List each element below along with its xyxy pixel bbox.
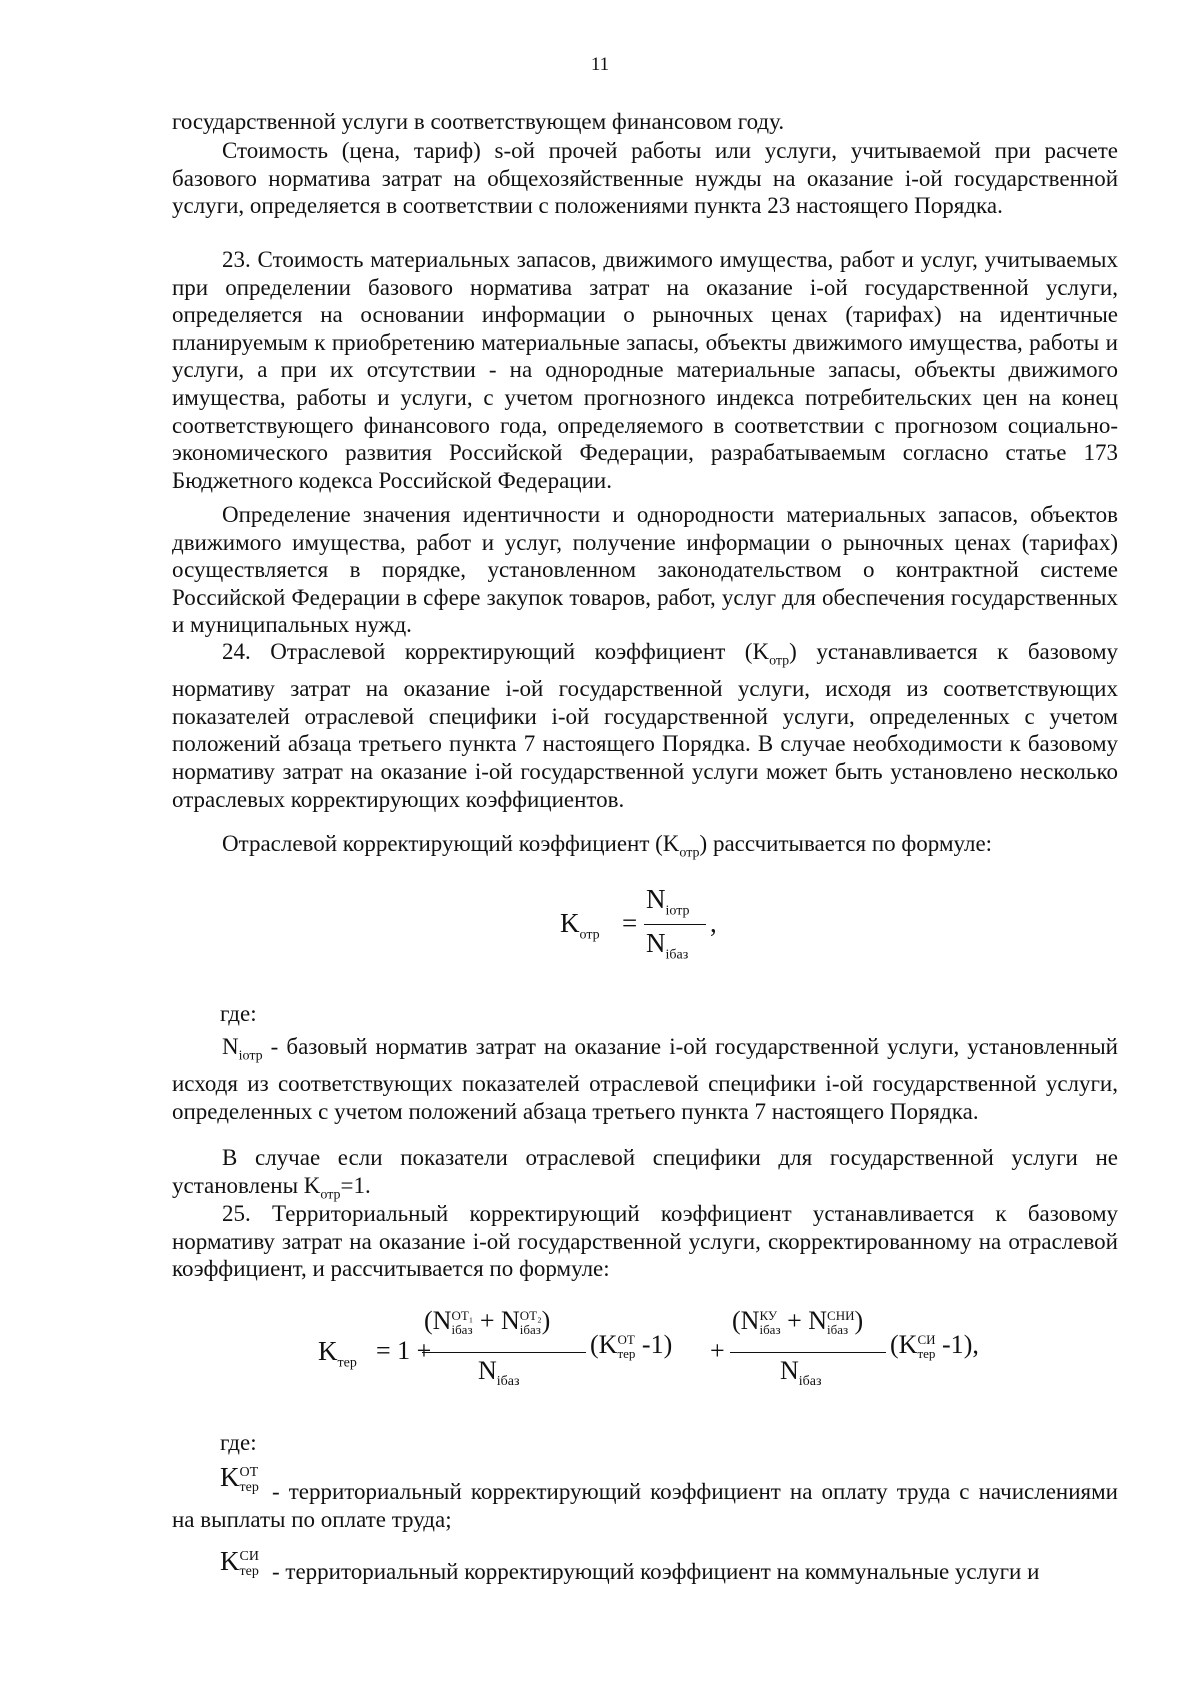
f2-minus1: -1 [641, 1330, 664, 1359]
paragraph-6 [172, 830, 1118, 867]
f2-minus2: -1 [942, 1330, 964, 1359]
f2-n2-sub: iбаз [519, 1322, 541, 1338]
page-number: 11 [590, 54, 610, 75]
f1-lhs-sub: отр [579, 927, 600, 943]
paragraph-9: 25. Территориальный корректирующий коэффициент устанавливается к базовому нормативу затрат на оказание i-ой государственной услуги, скорректированному на отраслевой коэффициент, и рассчитывается по формуле: [172, 1201, 1118, 1282]
f2-k1: (K ОТ тер -1) [590, 1330, 673, 1362]
f1-tail: , [710, 908, 717, 938]
definition-1-symbol: K ОТ тер [220, 1462, 259, 1495]
paragraph-5 [172, 638, 1118, 813]
f2-n4-sup: СНИ [827, 1308, 855, 1324]
p7-sym: N [222, 1034, 239, 1059]
p6-sub: отр [679, 845, 700, 861]
f2-num1: (N ОТ₁ iбаз + N ОТ₂ iбаз ) [424, 1306, 551, 1338]
p8-text-a: В случае если показатели отраслевой специфики для государственной услуги не установлены K [172, 1145, 1118, 1198]
f2-den1: $N_{iбаз}$ [478, 1356, 520, 1390]
p8-sub: отр [320, 1187, 341, 1203]
f1-num-sub: iотр [665, 903, 690, 919]
f2-k1-sub: тер [617, 1346, 636, 1362]
f2-k2: (K СИ тер -1), [890, 1330, 979, 1362]
f2-lhs-sub: тер [337, 1355, 357, 1371]
formula-2 [318, 1302, 979, 1398]
definition-1-text: - территориальный корректирующий коэффициент на оплату труда с начислениями на выплаты по оплате труда; [172, 1479, 1118, 1532]
f2-den1-sub: iбаз [496, 1374, 520, 1390]
f1-den-sub: iбаз [665, 947, 689, 963]
f2-fraction-line-2 [730, 1352, 886, 1353]
definition-2-symbol: K СИ тер [220, 1546, 259, 1579]
f1-lhs: $K_{отр}$ [560, 908, 600, 943]
f2-k1-sup: ОТ [617, 1332, 635, 1348]
definition-2-text: - территориальный корректирующий коэффициент на коммунальные услуги и [272, 1559, 1040, 1584]
f2-lead: = 1 + [376, 1336, 432, 1365]
f1-fraction-line [644, 924, 706, 925]
f2-lhs: $K_{тер}$ [318, 1336, 357, 1371]
f2-tail: , [972, 1330, 979, 1359]
f2-k2-sup: СИ [917, 1332, 936, 1348]
paragraph-3: 23. Стоимость материальных запасов, движимого имущества, работ и услуг, учитываемых при определении базового норматива затрат на оказание i-ой государственной услуги, определяется на основании информации о рыночных ценах (тарифах) на идентичные планируемым к приобретению материальные запасы, объекты движимого имущества, работы и услуги, а при их отсутствии - на однородные материальные запасы, объекты движимого имущества, работы и услуги, с учетом прогнозного индекса потребительских цен на конец соответствующего финансового года, определяемого в соответствии с прогнозом социально-экономического развития Российской Федерации, разрабатываемым согласно статье 173 Бюджетного кодекса Российской Федерации. [172, 247, 1118, 493]
d2-sup: СИ [239, 1548, 259, 1564]
p6-text-a: Отраслевой корректирующий коэффициент (K [222, 831, 680, 856]
f2-n2-sup: ОТ₂ [519, 1308, 542, 1324]
p7-sub: iотр [238, 1048, 263, 1064]
p5-text-a: 24. Отраслевой корректирующий коэффициент (K [222, 639, 770, 664]
f1-eq: = [622, 908, 638, 938]
f2-n3-sup: КУ [759, 1308, 778, 1324]
f2-plus: + [710, 1336, 725, 1365]
f2-n1-sub: iбаз [451, 1322, 473, 1338]
p7-text: - базовый норматив затрат на оказание i-ой государственной услуги, установленный исходя из соответствующих показателей отраслевой специфики i-ой государственной услуги, определенных с учетом положений абзаца третьего пункта 7 настоящего Порядка. [172, 1034, 1118, 1124]
paragraph-1: государственной услуги в соответствующем финансовом году. [172, 109, 785, 134]
f1-den: $N_{iбаз}$ [646, 928, 689, 963]
p6-text-b: ) рассчитывается по формуле: [699, 831, 993, 856]
paragraph-2: Стоимость (цена, тариф) s-ой прочей работы или услуги, учитываемой при расчете базового норматива затрат на общехозяйственные нужды на оказание i-ой государственной услуги, определяется в соответствии с положениями пункта 23 настоящего Порядка. [172, 138, 1118, 219]
where-label-2: где: [220, 1430, 257, 1455]
paragraph-7 [172, 1033, 1118, 1125]
where-label-1: где: [220, 1001, 257, 1026]
f2-den2-sub: iбаз [798, 1374, 822, 1390]
paragraph-4: Определение значения идентичности и однородности материальных запасов, объектов движимого имущества, работ и услуг, получение информации о рыночных ценах (тарифах) осуществляется в порядке, установленном законодательством о контрактной системе Российской Федерации в сфере закупок товаров, работ, услуг для обеспечения государственных и муниципальных нужд. [172, 502, 1118, 638]
f1-num: $N_{iотр}$ [646, 884, 690, 919]
f2-num2: (N КУ iбаз + N СНИ iбаз ) [732, 1306, 864, 1338]
d1-sup: ОТ [239, 1464, 259, 1480]
formula-1 [560, 880, 740, 970]
p5-text-b: ) устанавливается к базовому нормативу затрат на оказание i-ой государственной услуги, исходя из соответствующих показателей отраслевой специфики i-ой государственной услуги, определенных с учетом положений абзаца третьего пункта 7 настоящего Порядка. В случае необходимости к базовому нормативу затрат на оказание i-ой государственной услуги может быть установлено несколько отраслевых корректирующих коэффициентов. [172, 639, 1118, 812]
p5-sub: отр [769, 653, 790, 669]
f2-n4-sub: iбаз [827, 1322, 849, 1338]
f2-fraction-line-1 [422, 1352, 586, 1353]
d2-sub: тер [239, 1563, 259, 1579]
f2-n1-sup: ОТ₁ [451, 1308, 474, 1324]
p8-text-b: =1. [340, 1172, 371, 1198]
f2-den2: $N_{iбаз}$ [780, 1356, 822, 1390]
f2-n3-sub: iбаз [759, 1322, 781, 1338]
f2-k2-sub: тер [917, 1346, 936, 1362]
d1-sub: тер [239, 1479, 259, 1495]
